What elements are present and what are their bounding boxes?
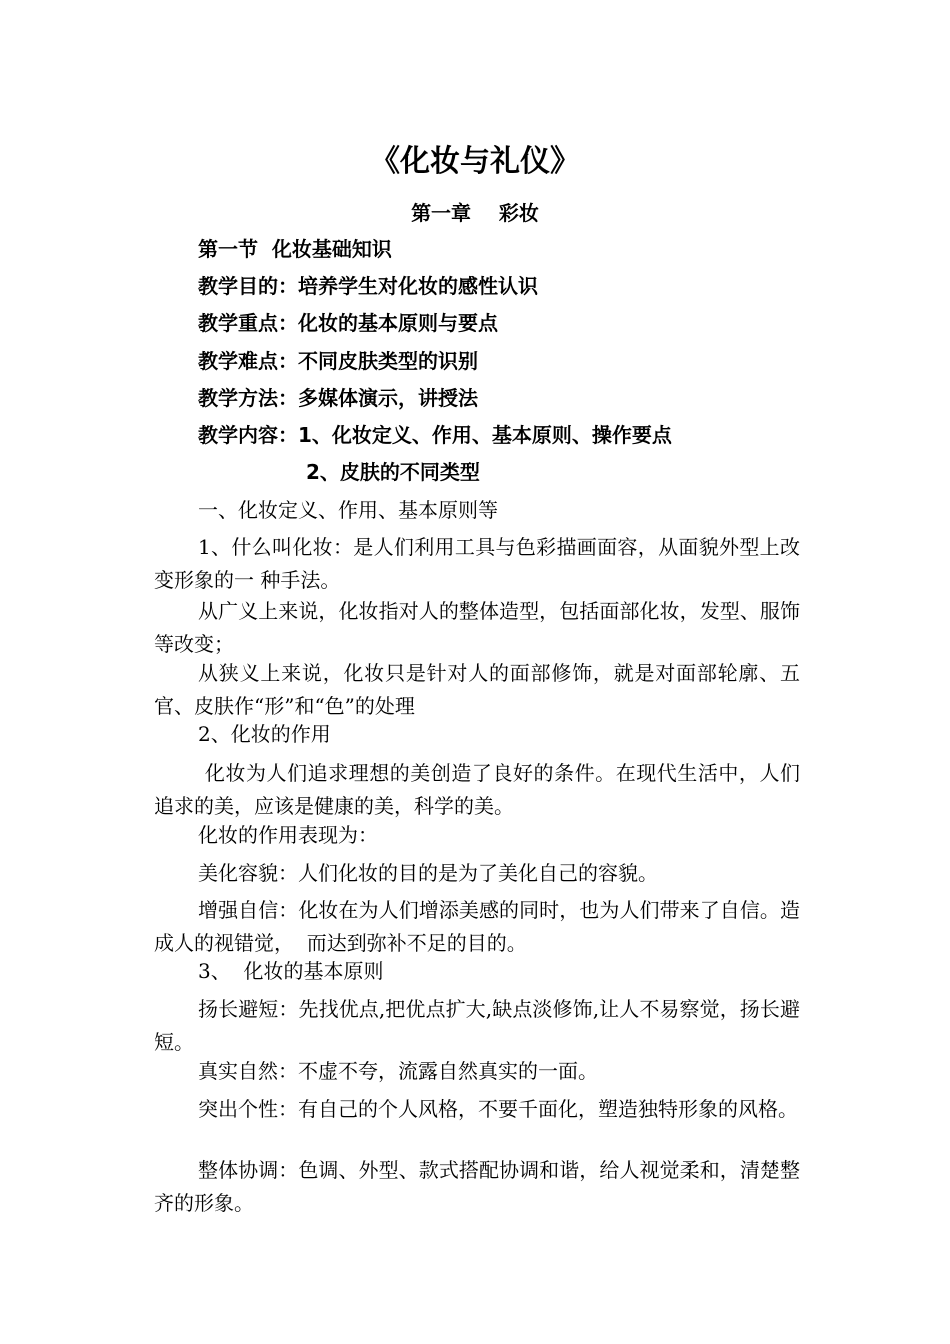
paragraph-what-is-makeup: 1、什么叫化妆：是人们利用工具与色彩描画面容，从面貌外型上改变形象的一 种手法。 xyxy=(154,535,800,592)
teaching-objective: 教学目的：培养学生对化妆的感性认识 xyxy=(198,274,538,298)
paragraph-boost-confidence: 增强自信：化妆在为人们增添美感的同时，也为人们带来了自信。造成人的视错觉， 而达到弥补不足的目的。 xyxy=(154,898,800,955)
section-heading-definition: 一、化妆定义、作用、基本原则等 xyxy=(198,498,498,522)
paragraph-function-intro: 化妆的作用表现为： xyxy=(198,823,378,847)
paragraph-principle-harmony: 整体协调：色调、外型、款式搭配协调和谐，给人视觉柔和，清楚整齐的形象。 xyxy=(154,1158,800,1215)
section-heading: 第一节 化妆基础知识 xyxy=(198,237,392,261)
paragraph-principle-personality: 突出个性：有自己的个人风格，不要千面化，塑造独特形象的风格。 xyxy=(198,1097,798,1121)
chapter-heading: 第一章 彩妆 xyxy=(411,201,539,225)
subheading-makeup-function: 2、化妆的作用 xyxy=(198,722,331,746)
paragraph-broad-sense: 从广义上来说，化妆指对人的整体造型，包括面部化妆，发型、服饰等改变； xyxy=(154,599,800,656)
paragraph-beautify-appearance: 美化容貌：人们化妆的目的是为了美化自己的容貌。 xyxy=(198,861,658,885)
teaching-content-item-1: 教学内容：1、化妆定义、作用、基本原则、操作要点 xyxy=(198,423,672,447)
paragraph-principle-natural: 真实自然：不虚不夸，流露自然真实的一面。 xyxy=(198,1059,598,1083)
document-title: 《化妆与礼仪》 xyxy=(370,144,580,179)
subheading-basic-principles: 3、 化妆的基本原则 xyxy=(198,959,384,983)
paragraph-principle-strengths: 扬长避短：先找优点,把优点扩大,缺点淡修饰,让人不易察觉，扬长避短。 xyxy=(154,997,800,1054)
paragraph-narrow-sense: 从狭义上来说，化妆只是针对人的面部修饰，就是对面部轮廓、五官、皮肤作“形”和“色”的处理 xyxy=(154,661,800,718)
teaching-method: 教学方法：多媒体演示，讲授法 xyxy=(198,386,478,410)
teaching-difficulty: 教学难点：不同皮肤类型的识别 xyxy=(198,349,478,373)
teaching-key-point: 教学重点：化妆的基本原则与要点 xyxy=(198,311,498,335)
paragraph-makeup-beauty: 化妆为人们追求理想的美创造了良好的条件。在现代生活中，人们追求的美，应该是健康的美，科学的美。 xyxy=(154,761,801,818)
teaching-content-item-2: 2、皮肤的不同类型 xyxy=(306,460,480,484)
